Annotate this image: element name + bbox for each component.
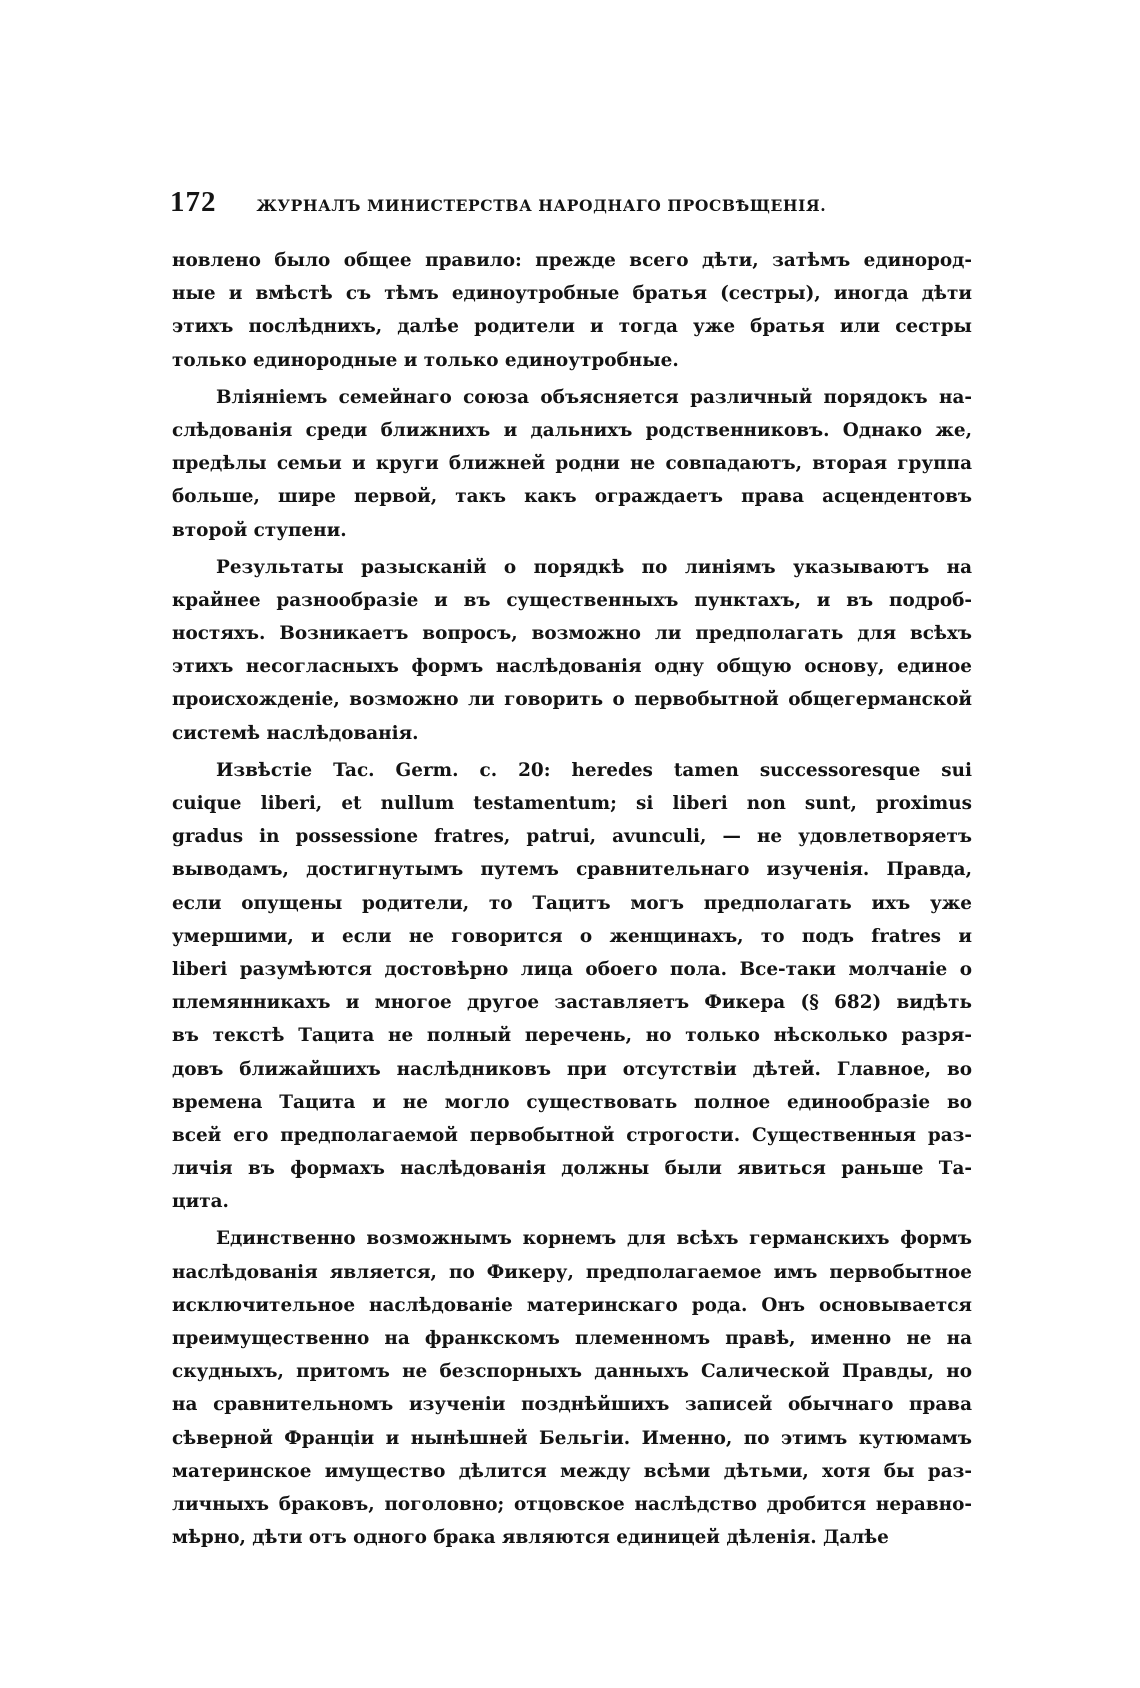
- text-line: личныхъ браковъ, поголовно; отцовское наслѣдство дробится неравно-: [172, 1493, 972, 1515]
- text-line: этихъ послѣднихъ, далѣе родители и тогда уже братья или сестры: [172, 316, 972, 338]
- text-line: довъ ближайшихъ наслѣдниковъ при отсутствіи дѣтей. Главное, во: [172, 1058, 972, 1080]
- running-title: ЖУРНАЛЪ МИНИСТЕРСТВА НАРОДНАГО ПРОСВѢЩЕНІЯ.: [256, 196, 827, 215]
- text-line: Единственно возможнымъ корнемъ для всѣхъ германскихъ формъ: [216, 1228, 972, 1250]
- text-line: мѣрно, дѣти отъ одного брака являются единицей дѣленія. Далѣе: [172, 1527, 889, 1549]
- text-line: скудныхъ, притомъ не безспорныхъ данныхъ Салической Правды, но: [172, 1361, 972, 1383]
- text-line: этихъ несогласныхъ формъ наслѣдованія одну общую основу, единое: [172, 656, 972, 678]
- paragraph: [172, 381, 972, 547]
- text-line: системѣ наслѣдованія.: [172, 722, 419, 744]
- text-line: gradus in possessione fratres, patrui, avunculi, — не удовлетворяетъ: [172, 826, 972, 848]
- text-line: въ текстѣ Тацита не полный перечень, но только нѣсколько разря-: [172, 1025, 972, 1047]
- text-line: цита.: [172, 1191, 229, 1213]
- text-line: выводамъ, достигнутымъ путемъ сравнительнаго изученія. Правда,: [172, 859, 972, 881]
- page-header: [170, 186, 980, 219]
- text-line: второй ступени.: [172, 519, 347, 541]
- text-line: крайнее разнообразіе и въ существенныхъ пунктахъ, и въ подроб-: [172, 589, 972, 611]
- text-line: Результаты разысканій о порядкѣ по линіямъ указываютъ на: [216, 556, 972, 578]
- text-line: на сравнительномъ изученіи позднѣйшихъ записей обычнаго права: [172, 1394, 972, 1416]
- paragraph: [172, 1222, 972, 1554]
- text-line: слѣдованія среди ближнихъ и дальнихъ родственниковъ. Однако же,: [172, 419, 972, 441]
- text-line: cuique liberi, et nullum testamentum; si liberi non sunt, proximus: [172, 793, 972, 814]
- text-line: исключительное наслѣдованіе материнскаго рода. Онъ основывается: [172, 1294, 972, 1316]
- text-line: происхожденіе, возможно ли говорить о первобытной общегерманской: [172, 689, 972, 711]
- text-line: новлено было общее правило: прежде всего дѣти, затѣмъ единород-: [172, 250, 972, 271]
- text-line: материнское имущество дѣлится между всѣми дѣтьми, хотя бы раз-: [172, 1460, 972, 1482]
- text-line: племянникахъ и многое другое заставляетъ Фикера (§ 682) видѣть: [172, 992, 972, 1014]
- paragraph: [172, 754, 972, 1219]
- text-line: ные и вмѣстѣ съ тѣмъ единоутробные братья (сестры), иногда дѣти: [172, 283, 972, 305]
- text-line: если опущены родители, то Тацитъ могъ предполагать ихъ уже: [172, 892, 972, 914]
- text-line: больше, шире первой, такъ какъ ограждаетъ права асцендентовъ: [172, 486, 972, 508]
- text-line: ностяхъ. Возникаетъ вопросъ, возможно ли предполагать для всѣхъ: [172, 623, 972, 645]
- text-line: сѣверной Франціи и нынѣшней Бельгіи. Именно, по этимъ кутюмамъ: [172, 1427, 972, 1449]
- text-line: наслѣдованія является, по Фикеру, предполагаемое имъ первобытное: [172, 1261, 972, 1283]
- text-line: личія въ формахъ наслѣдованія должны были явиться раньше Та-: [172, 1158, 972, 1180]
- text-line: liberi разумѣются достовѣрно лица обоего пола. Все-таки молчаніе о: [172, 958, 972, 980]
- text-line: Вліяніемъ семейнаго союза объясняется различный порядокъ на-: [216, 386, 972, 408]
- text-line: Извѣстіе Tac. Germ. c. 20: heredes tamen successoresque sui: [216, 759, 972, 781]
- text-line: времена Тацита и не могло существовать полное единообразіе во: [172, 1091, 972, 1113]
- page-number: 172: [170, 186, 217, 218]
- text-line: преимущественно на франкскомъ племенномъ правѣ, именно не на: [172, 1328, 972, 1349]
- paragraph: [172, 551, 972, 750]
- text-line: предѣлы семьи и круги ближней родни не совпадаютъ, вторая группа: [172, 453, 972, 475]
- text-line: только единородные и только единоутробные.: [172, 349, 679, 371]
- text-line: всей его предполагаемой первобытной строгости. Существенныя раз-: [172, 1124, 972, 1146]
- paragraph: [172, 244, 972, 377]
- text-line: умершими, и если не говорится о женщинахъ, то подъ fratres и: [172, 925, 972, 947]
- body-text: [172, 244, 972, 1554]
